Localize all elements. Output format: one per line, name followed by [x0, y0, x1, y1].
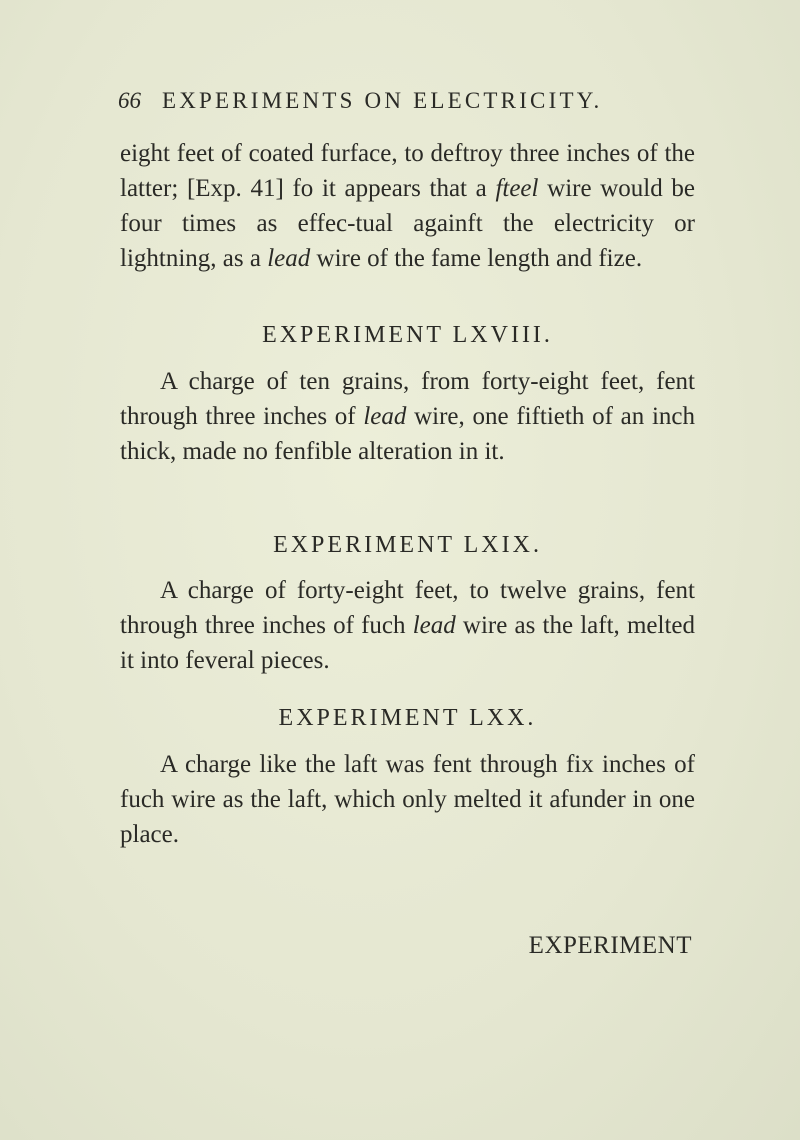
experiment-69-heading: EXPERIMENT LXIX.: [273, 532, 542, 558]
para1-italic-1: fteel: [495, 175, 539, 202]
exp68-text-1: A charge of ten grains, from forty-eight feet, fent through three inches of: [120, 368, 695, 430]
para1-text-1: eight feet of coated furface, to deftroy three inches of the latter; [Exp. 41] fo it appears that a: [120, 140, 695, 202]
experiment-69-paragraph: [120, 573, 695, 678]
exp68-italic-1: lead: [363, 403, 407, 430]
experiment-70-paragraph: [120, 747, 695, 852]
continued-paragraph: [120, 136, 695, 276]
exp69-text-1: A charge of forty-eight feet, to twelve grains, fent through three inches of fuch: [120, 577, 695, 639]
para1-text-3: wire of the fame length and fize.: [310, 245, 643, 272]
exp69-text-2: wire as the laft, melted it into feveral pieces.: [120, 612, 695, 674]
exp69-italic-1: lead: [412, 612, 456, 639]
running-header: [118, 88, 688, 114]
catchword: EXPERIMENT: [528, 932, 692, 959]
experiment-70-heading: EXPERIMENT LXX.: [278, 705, 537, 731]
exp68-text-2: wire, one fiftieth of an inch thick, made no fenfible alteration in it.: [120, 403, 695, 465]
para1-italic-2: lead: [267, 245, 311, 272]
page-number: 66: [118, 88, 141, 113]
experiment-68-heading: EXPERIMENT LXVIII.: [262, 322, 553, 348]
running-title: EXPERIMENTS ON ELECTRICITY.: [161, 88, 603, 113]
experiment-68-paragraph: [120, 364, 695, 469]
para1-text-2: wire would be four times as effec-tual againft the electricity or lightning, as a: [120, 175, 695, 272]
exp70-text-1: A charge like the laft was fent through fix inches of fuch wire as the laft, which only melted it afunder in one place.: [120, 751, 695, 848]
